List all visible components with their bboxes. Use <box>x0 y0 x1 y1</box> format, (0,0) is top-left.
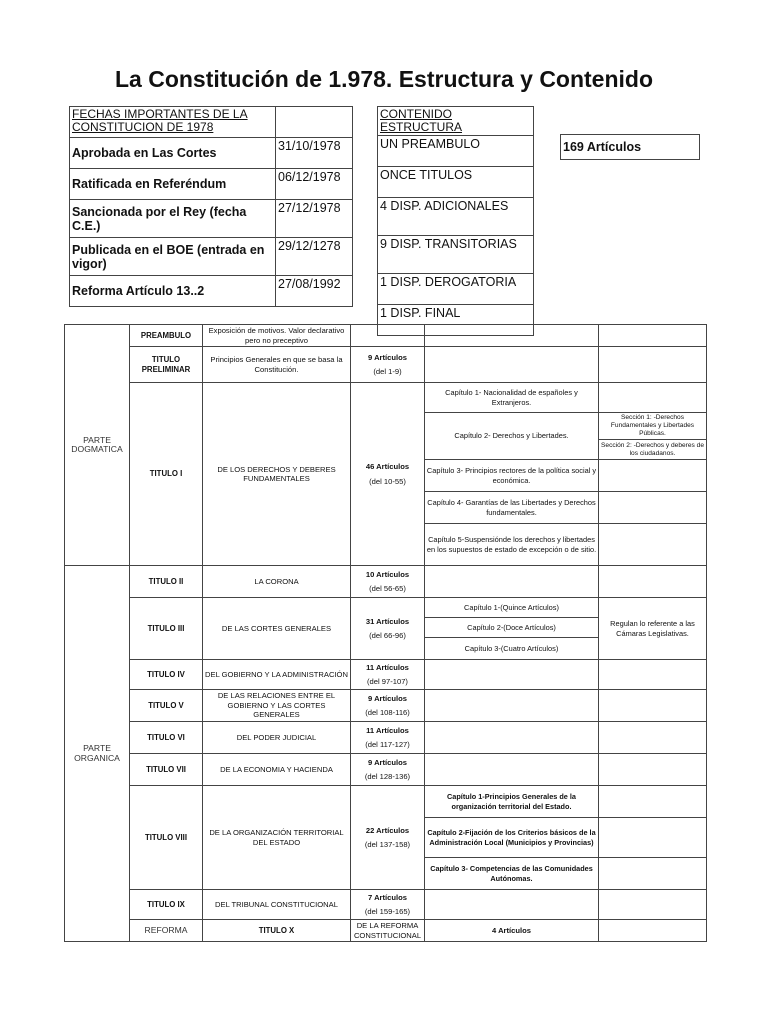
articles-count: 10 Artículos <box>365 569 410 579</box>
articles-cell <box>351 722 425 754</box>
articles-range: (del 159-165) <box>364 907 411 916</box>
capitulo-note: Regulan lo referente a las Cámaras Legislativas. <box>599 598 707 660</box>
articles-range: (del 108-116) <box>365 708 410 717</box>
articles-range: (del 128-136) <box>364 772 411 781</box>
dates-header: FECHAS IMPORTANTES DE LA CONSTITUCION DE 1978 <box>70 107 276 138</box>
titulo-label: TITULO X <box>203 920 351 942</box>
capitulo: Capítulo 2-(Doce Artículos) <box>425 618 599 638</box>
titulo-label: TITULO II <box>130 566 203 598</box>
articles-range: (del 10-55) <box>369 476 406 486</box>
articles-count: 31 Artículos <box>365 616 410 626</box>
structure-item: 1 DISP. DEROGATORIA <box>378 274 534 305</box>
structure-item: UN PREAMBULO <box>378 136 534 167</box>
titulo-label: TITULO IX <box>130 890 203 920</box>
date-label: Ratificada en Referéndum <box>70 169 276 200</box>
parte-organica-label: PARTE ORGANICA <box>65 566 130 942</box>
articles-range: (del 137-158) <box>364 840 411 849</box>
date-label: Publicada en el BOE (entrada en vigor) <box>70 238 276 276</box>
capitulo: Capítulo 1-Principios Generales de la organización territorial del Estado. <box>425 786 599 818</box>
structure-item: 1 DISP. FINAL <box>378 305 534 336</box>
page-title: La Constitución de 1.978. Estructura y Contenido <box>114 66 654 92</box>
articles-count: 9 Artículos <box>368 693 407 703</box>
titulo-desc: Principios Generales en que se basa la Constitución. <box>203 347 351 383</box>
articles-cell <box>351 660 425 690</box>
structure-item: ONCE TITULOS <box>378 167 534 198</box>
titulo-label: TITULO III <box>130 598 203 660</box>
titulo-label: TITULO PRELIMINAR <box>130 347 203 383</box>
titulo-desc: DE LAS RELACIONES ENTRE EL GOBIERNO Y LAS CORTES GENERALES <box>203 690 351 722</box>
articles-cell <box>351 347 425 383</box>
date-value: 31/10/1978 <box>276 138 353 169</box>
articles-range: (del 66-96) <box>369 631 406 640</box>
capitulo: Capítulo 4- Garantías de las Libertades y Derechos fundamentales. <box>425 492 599 524</box>
parte-dogmatica-label: PARTE DOGMATICA <box>65 325 130 566</box>
capitulo: Capítulo 1- Nacionalidad de españoles y Extranjeros. <box>425 383 599 413</box>
articles-box <box>560 134 700 160</box>
structure-detail-table <box>64 324 707 942</box>
titulo-desc: DE LA ECONOMIA Y HACIENDA <box>203 754 351 786</box>
articles-count: 9 Artículos <box>368 757 407 767</box>
articles-count: 46 Artículos <box>365 462 410 471</box>
date-value: 06/12/1978 <box>276 169 353 200</box>
articles-cell <box>351 754 425 786</box>
articles-count: 4 Artículos <box>425 920 599 942</box>
titulo-desc: DE LA REFORMA CONSTITUCIONAL <box>351 920 425 942</box>
date-value: 27/08/1992 <box>276 276 353 307</box>
titulo-desc: Exposición de motivos. Valor declarativo pero no preceptivo <box>203 325 351 347</box>
date-label: Sancionada por el Rey (fecha C.E.) <box>70 200 276 238</box>
articles-count: 11 Artículos <box>366 662 409 672</box>
date-label: Reforma Artículo 13..2 <box>70 276 276 307</box>
capitulo: Capítulo 3- Competencias de las Comunidades Autónomas. <box>425 858 599 890</box>
capitulo: Capítulo 3-(Cuatro Artículos) <box>425 638 599 660</box>
reforma-label: REFORMA <box>130 920 203 942</box>
articles-count: 22 Artículos <box>365 825 410 835</box>
articles-range: (del 117-127) <box>365 740 410 749</box>
structure-header: CONTENIDO ESTRUCTURA <box>378 107 534 136</box>
articles-count: 9 Artículos <box>368 352 407 362</box>
articles-range: (del 56-65) <box>369 584 406 593</box>
titulo-desc: DEL GOBIERNO Y LA ADMINISTRACIÓN <box>203 660 351 690</box>
titulo-desc: DE LA ORGANIZACIÓN TERRITORIAL DEL ESTADO <box>203 786 351 890</box>
titulo-label: TITULO VIII <box>130 786 203 890</box>
titulo-label: TITULO I <box>130 383 203 566</box>
structure-item: 4 DISP. ADICIONALES <box>378 198 534 236</box>
titulo-desc: LA CORONA <box>203 566 351 598</box>
date-value: 29/12/1278 <box>276 238 353 276</box>
date-label: Aprobada en Las Cortes <box>70 138 276 169</box>
titulo-desc: DE LAS CORTES GENERALES <box>203 598 351 660</box>
seccion: Sección 1: -Derechos Fundamentales y Libertades Públicas. <box>599 413 707 440</box>
capitulo: Capítulo 2-Fijación de los Criterios básicos de la Administración Local (Municipios y Provincias) <box>425 818 599 858</box>
titulo-label: TITULO V <box>130 690 203 722</box>
structure-item: 9 DISP. TRANSITORIAS <box>378 236 534 274</box>
titulo-label: TITULO VI <box>130 722 203 754</box>
date-value: 27/12/1978 <box>276 200 353 238</box>
titulo-desc: DEL PODER JUDICIAL <box>203 722 351 754</box>
articles-range: (del 1-9) <box>373 367 402 376</box>
titulo-label: TITULO IV <box>130 660 203 690</box>
articles-cell <box>351 890 425 920</box>
titulo-desc: DEL TRIBUNAL CONSTITUCIONAL <box>203 890 351 920</box>
articles-cell <box>351 690 425 722</box>
articles-count: 11 Artículos <box>366 725 409 735</box>
seccion: Sección 2: -Derechos y deberes de los ciudadanos. <box>599 440 707 460</box>
articles-cell <box>351 383 425 566</box>
capitulo: Capítulo 1-(Quince Artículos) <box>425 598 599 618</box>
articles-cell <box>351 598 425 660</box>
dates-table <box>69 106 353 307</box>
titulo-label: PREAMBULO <box>130 325 203 347</box>
capitulo: Capítulo 2- Derechos y Libertades. <box>425 413 599 460</box>
articles-cell <box>351 566 425 598</box>
structure-table <box>377 106 534 336</box>
articles-count: 7 Artículos <box>368 892 407 902</box>
titulo-label: TITULO VII <box>130 754 203 786</box>
capitulo: Capítulo 5-Suspensiónde los derechos y libertades en los supuestos de estado de excepción o de sitio. <box>425 524 599 566</box>
articles-count: 169 Artículos <box>561 135 700 160</box>
articles-range: (del 97-107) <box>367 677 408 686</box>
titulo-desc: DE LOS DERECHOS Y DEBERES FUNDAMENTALES <box>203 383 351 566</box>
capitulo: Capítulo 3- Principios rectores de la política social y económica. <box>425 460 599 492</box>
articles-cell <box>351 786 425 890</box>
